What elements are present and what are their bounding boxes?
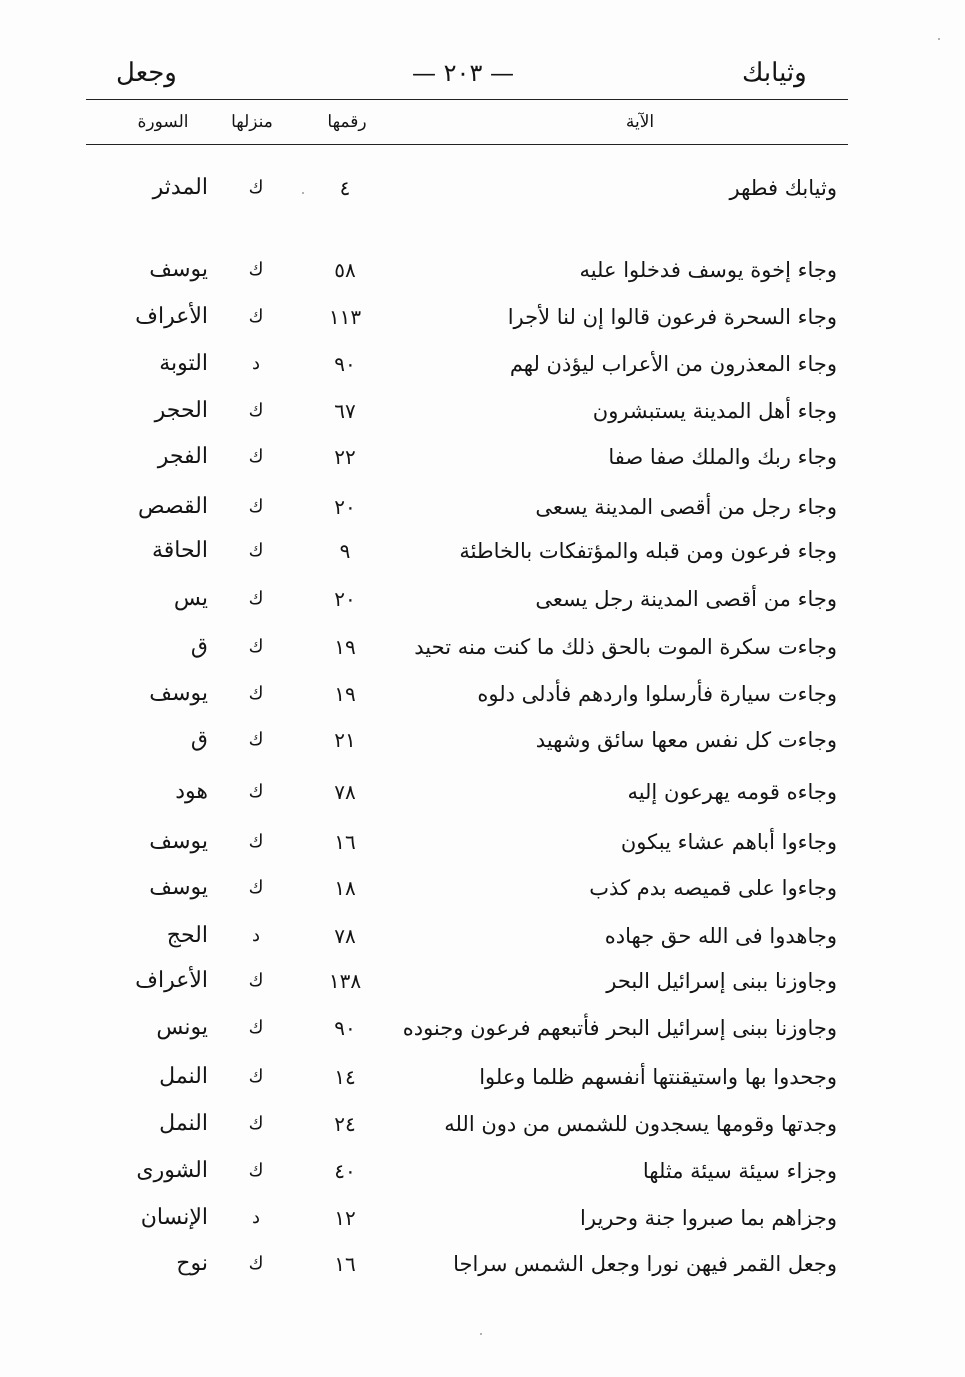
- entry-ayah: وجاءت كل نفس معها سائق وشهيد: [535, 728, 837, 752]
- entry-surah: الشورى: [136, 1158, 208, 1183]
- entry-ayah: وجاء من أقصى المدينة رجل يسعى: [535, 587, 837, 611]
- entry-place: ك: [248, 496, 264, 517]
- entry-ayah: وجحدوا بها واستيقنتها أنفسهم ظلما وعلوا: [479, 1065, 837, 1089]
- index-entry: [0, 822, 965, 862]
- entry-surah: الحاقة: [151, 538, 208, 563]
- index-entry: [0, 720, 965, 760]
- entry-number: ١٩: [334, 635, 356, 659]
- entry-ayah: وجاهدوا فى الله حق جهاده: [604, 924, 837, 948]
- entry-ayah: وثيابك فطهر: [729, 176, 837, 200]
- column-header-ayah: الآية: [625, 112, 655, 132]
- entry-number: ١٩: [334, 682, 356, 706]
- entry-place: ك: [248, 831, 264, 852]
- entry-number: ٦٧: [334, 399, 356, 423]
- entry-place: ك: [248, 1066, 264, 1087]
- column-header-rule: [86, 144, 848, 145]
- index-entry: [0, 437, 965, 477]
- index-entry: [0, 1008, 965, 1048]
- entry-surah: الأعراف: [135, 968, 208, 993]
- entry-surah: يس: [173, 586, 208, 611]
- entry-place: ك: [248, 1113, 264, 1134]
- entry-ayah: وجاءوا على قميصه بدم كذب: [589, 876, 837, 900]
- entry-ayah: وجاء السحرة فرعون قالوا إن لنا لأجرا: [507, 305, 837, 329]
- index-entry: [0, 1057, 965, 1097]
- entry-place: ك: [248, 259, 264, 280]
- header-rule: [86, 99, 848, 100]
- column-header-surah: السورة: [137, 112, 189, 132]
- index-entry: [0, 772, 965, 812]
- entry-number: ٩٠: [334, 1016, 356, 1040]
- print-speck: [302, 192, 304, 194]
- entry-ayah: وجاء فرعون ومن قبله والمؤتفكات بالخاطئة: [459, 539, 837, 563]
- entry-number: ١٢: [334, 1206, 356, 1230]
- entry-number: ٢١: [334, 728, 356, 752]
- index-entry: [0, 1244, 965, 1284]
- index-entry: [0, 168, 965, 208]
- entry-surah: يوسف: [149, 681, 208, 706]
- entry-number: ٩: [339, 539, 351, 563]
- entry-place: ك: [248, 177, 264, 198]
- entry-number: ١٦: [334, 830, 356, 854]
- entry-surah: النمل: [159, 1111, 208, 1136]
- entry-place: ك: [248, 446, 264, 467]
- index-entry: [0, 250, 965, 290]
- index-entry: [0, 1151, 965, 1191]
- entry-surah: المدثر: [152, 175, 208, 200]
- entry-ayah: وجاء ربك والملك صفا صفا: [608, 445, 837, 469]
- entry-place: د: [251, 925, 260, 946]
- entry-ayah: وجزاء سيئة سيئة مثلها: [642, 1159, 837, 1183]
- entry-place: ك: [248, 588, 264, 609]
- entry-surah: يوسف: [149, 875, 208, 900]
- entry-place: ك: [248, 306, 264, 327]
- running-head-last-word: وجعل: [116, 58, 177, 88]
- entry-surah: هود: [175, 779, 208, 804]
- entry-place: ك: [248, 877, 264, 898]
- entry-number: ٢٠: [334, 495, 356, 519]
- entry-place: ك: [248, 1017, 264, 1038]
- index-entry: [0, 868, 965, 908]
- entry-place: ك: [248, 1253, 264, 1274]
- index-entry: [0, 1104, 965, 1144]
- index-entry: [0, 674, 965, 714]
- entry-ayah: وجاوزنا ببنى إسرائيل البحر: [606, 969, 837, 993]
- entry-ayah: وجاوزنا ببنى إسرائيل البحر فأتبعهم فرعون وجنوده: [402, 1016, 837, 1040]
- entry-number: ١٨: [334, 876, 356, 900]
- entry-ayah: وجاءت سيارة فأرسلوا واردهم فأدلى دلوه: [477, 682, 837, 706]
- entry-surah: الإنسان: [140, 1205, 208, 1230]
- entry-place: ك: [248, 540, 264, 561]
- entry-ayah: وجاءه قومه يهرعون إليه: [627, 780, 837, 804]
- index-entry: [0, 391, 965, 431]
- entry-surah: الفجر: [157, 444, 208, 469]
- entry-place: د: [251, 1207, 260, 1228]
- entry-place: ك: [248, 781, 264, 802]
- entry-number: ١٣٨: [328, 969, 362, 993]
- page-number: — ٢٠٣ —: [412, 59, 514, 87]
- entry-number: ١١٣: [328, 305, 362, 329]
- entry-number: ١٦: [334, 1252, 356, 1276]
- entry-ayah: وجاء المعذرون من الأعراب ليؤذن لهم: [509, 352, 837, 376]
- entry-ayah: وجاءوا أباهم عشاء يبكون: [620, 830, 837, 854]
- entry-number: ٩٠: [334, 352, 356, 376]
- entry-place: ك: [248, 636, 264, 657]
- entry-ayah: وجاءت سكرة الموت بالحق ذلك ما كنت منه تحيد: [414, 635, 837, 659]
- running-head-first-word: وثيابك: [742, 58, 807, 88]
- entry-number: ٥٨: [334, 258, 356, 282]
- entry-number: ٧٨: [334, 780, 356, 804]
- entry-surah: ق: [190, 727, 208, 752]
- entry-number: ٤٠: [334, 1159, 356, 1183]
- index-entry: [0, 579, 965, 619]
- entry-surah: يونس: [156, 1015, 208, 1040]
- entry-ayah: وجزاهم بما صبروا جنة وحريرا: [580, 1206, 837, 1230]
- entry-surah: يوسف: [149, 257, 208, 282]
- entry-number: ١٤: [334, 1065, 356, 1089]
- entry-place: ك: [248, 729, 264, 750]
- index-entry: [0, 1198, 965, 1238]
- index-entry: [0, 531, 965, 571]
- index-entry: [0, 344, 965, 384]
- entry-ayah: وجاء إخوة يوسف فدخلوا عليه: [579, 258, 837, 282]
- entry-number: ٧٨: [334, 924, 356, 948]
- entry-surah: القصص: [138, 494, 208, 519]
- index-entry: [0, 627, 965, 667]
- entry-place: ك: [248, 970, 264, 991]
- entry-ayah: وجاء رجل من أقصى المدينة يسعى: [535, 495, 837, 519]
- entry-place: ك: [248, 1160, 264, 1181]
- entry-place: ك: [248, 400, 264, 421]
- entry-surah: نوح: [176, 1251, 208, 1276]
- entry-surah: الحجر: [154, 398, 208, 423]
- entry-surah: التوبة: [159, 351, 208, 376]
- entry-surah: النمل: [159, 1064, 208, 1089]
- entry-surah: ق: [190, 634, 208, 659]
- entry-number: ٢٤: [334, 1112, 356, 1136]
- entry-ayah: وجدتها وقومها يسجدون للشمس من دون الله: [444, 1112, 837, 1136]
- entry-number: ٢٢: [334, 445, 356, 469]
- index-entry: [0, 297, 965, 337]
- entry-surah: يوسف: [149, 829, 208, 854]
- entry-surah: الحج: [166, 923, 208, 948]
- entry-surah: الأعراف: [135, 304, 208, 329]
- entry-place: د: [251, 353, 260, 374]
- index-entry: [0, 961, 965, 1001]
- entry-ayah: وجعل القمر فيهن نورا وجعل الشمس سراجا: [453, 1252, 837, 1276]
- index-entry: [0, 916, 965, 956]
- entry-ayah: وجاء أهل المدينة يستبشرون: [592, 399, 837, 423]
- column-header-number: رقمها: [327, 112, 367, 132]
- column-header-place: منزلها: [231, 112, 273, 132]
- print-speck: [480, 1333, 482, 1335]
- entry-number: ٤: [339, 176, 351, 200]
- print-speck: [938, 38, 940, 40]
- entry-number: ٢٠: [334, 587, 356, 611]
- entry-place: ك: [248, 683, 264, 704]
- index-entry: [0, 487, 965, 527]
